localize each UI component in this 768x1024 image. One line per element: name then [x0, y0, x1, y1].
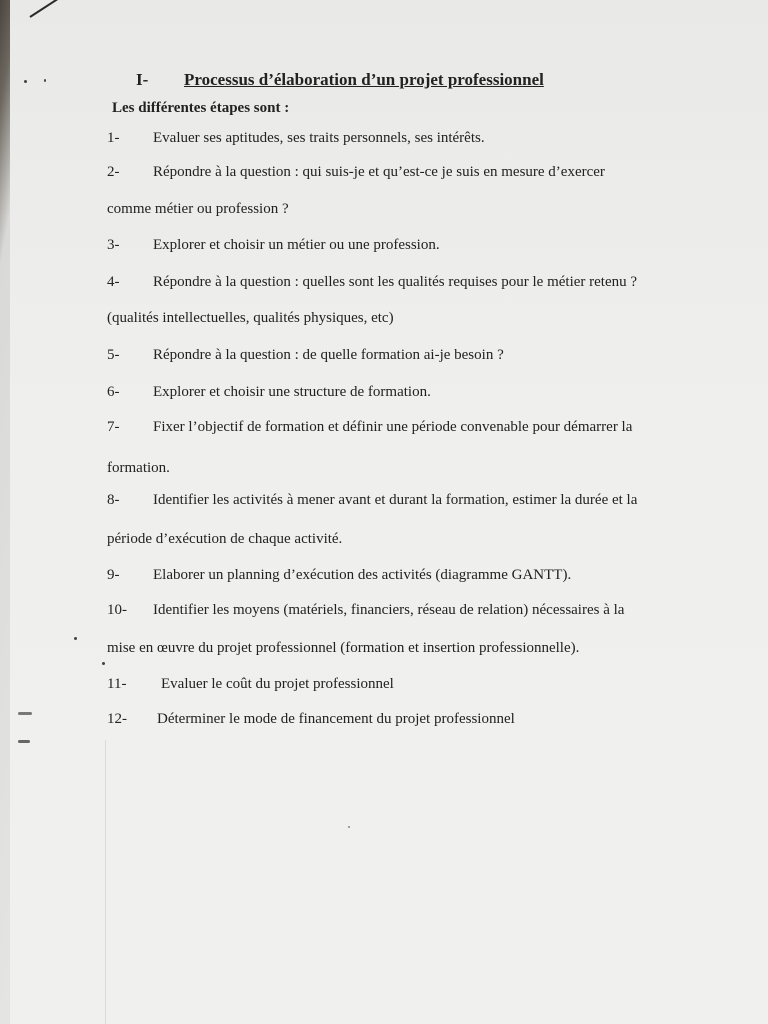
- step-text: Répondre à la question : quelles sont les qualités requises pour le métier retenu ?: [153, 274, 638, 290]
- step-text: Répondre à la question : de quelle formation ai-je besoin ?: [153, 347, 504, 363]
- step-number: 2-: [107, 164, 120, 180]
- step-4-continuation: (qualités intellectuelles, qualités physiques, etc): [107, 310, 394, 326]
- step-text: Evaluer le coût du projet professionnel: [161, 676, 394, 692]
- step-7-continuation: formation.: [107, 460, 170, 476]
- step-5: [107, 345, 504, 365]
- step-number: 1-: [107, 130, 120, 146]
- paper-speck: [18, 740, 30, 743]
- step-number: 8-: [107, 492, 120, 508]
- step-11: [107, 674, 394, 694]
- step-number: 10-: [107, 602, 127, 618]
- paper-speck: [102, 662, 105, 665]
- step-7: [107, 417, 632, 437]
- step-4: [107, 272, 637, 292]
- step-number: 3-: [107, 237, 120, 253]
- step-text: Identifier les activités à mener avant et durant la formation, estimer la durée et la: [153, 492, 638, 508]
- step-2-continuation: comme métier ou profession ?: [107, 201, 289, 217]
- step-1: [107, 128, 485, 148]
- paper-sheet: [10, 0, 768, 1024]
- step-text: Identifier les moyens (matériels, financiers, réseau de relation) nécessaires à la: [153, 602, 625, 618]
- step-text: Elaborer un planning d’exécution des activités (diagramme GANTT).: [153, 567, 572, 583]
- section-number: I-: [136, 70, 149, 89]
- step-text: Explorer et choisir un métier ou une profession.: [153, 237, 440, 253]
- paper-speck: [74, 637, 77, 640]
- step-number: 12-: [107, 711, 127, 727]
- paper-speck: [348, 826, 350, 828]
- step-text: Répondre à la question : qui suis-je et qu’est-ce je suis en mesure d’exercer: [153, 164, 605, 180]
- step-8: [107, 490, 637, 510]
- section-heading: [136, 70, 544, 90]
- step-number: 4-: [107, 274, 120, 290]
- step-number: 11-: [107, 676, 127, 692]
- step-10: [107, 600, 624, 620]
- step-number: 7-: [107, 419, 120, 435]
- step-number: 5-: [107, 347, 120, 363]
- pen-mark: [29, 0, 70, 18]
- section-title: Processus d’élaboration d’un projet professionnel: [184, 70, 544, 89]
- step-text: Déterminer le mode de financement du projet professionnel: [157, 711, 515, 727]
- step-text: Explorer et choisir une structure de formation.: [153, 384, 431, 400]
- step-9: [107, 565, 571, 585]
- step-8-continuation: période d’exécution de chaque activité.: [107, 531, 343, 547]
- step-number: 6-: [107, 384, 120, 400]
- step-6: [107, 382, 431, 402]
- step-3: [107, 235, 440, 255]
- paper-speck: [18, 712, 32, 715]
- step-number: 9-: [107, 567, 120, 583]
- paper-speck: [44, 79, 46, 82]
- step-text: Fixer l’objectif de formation et définir une période convenable pour démarrer la: [153, 419, 633, 435]
- paper-speck: [24, 80, 27, 83]
- step-text: Evaluer ses aptitudes, ses traits personnels, ses intérêts.: [153, 130, 485, 146]
- step-12: [107, 709, 515, 729]
- step-10-continuation: mise en œuvre du projet professionnel (formation et insertion professionnelle).: [107, 640, 580, 656]
- step-2: [107, 162, 605, 182]
- margin-line: [105, 740, 106, 1024]
- steps-intro: Les différentes étapes sont :: [112, 100, 290, 116]
